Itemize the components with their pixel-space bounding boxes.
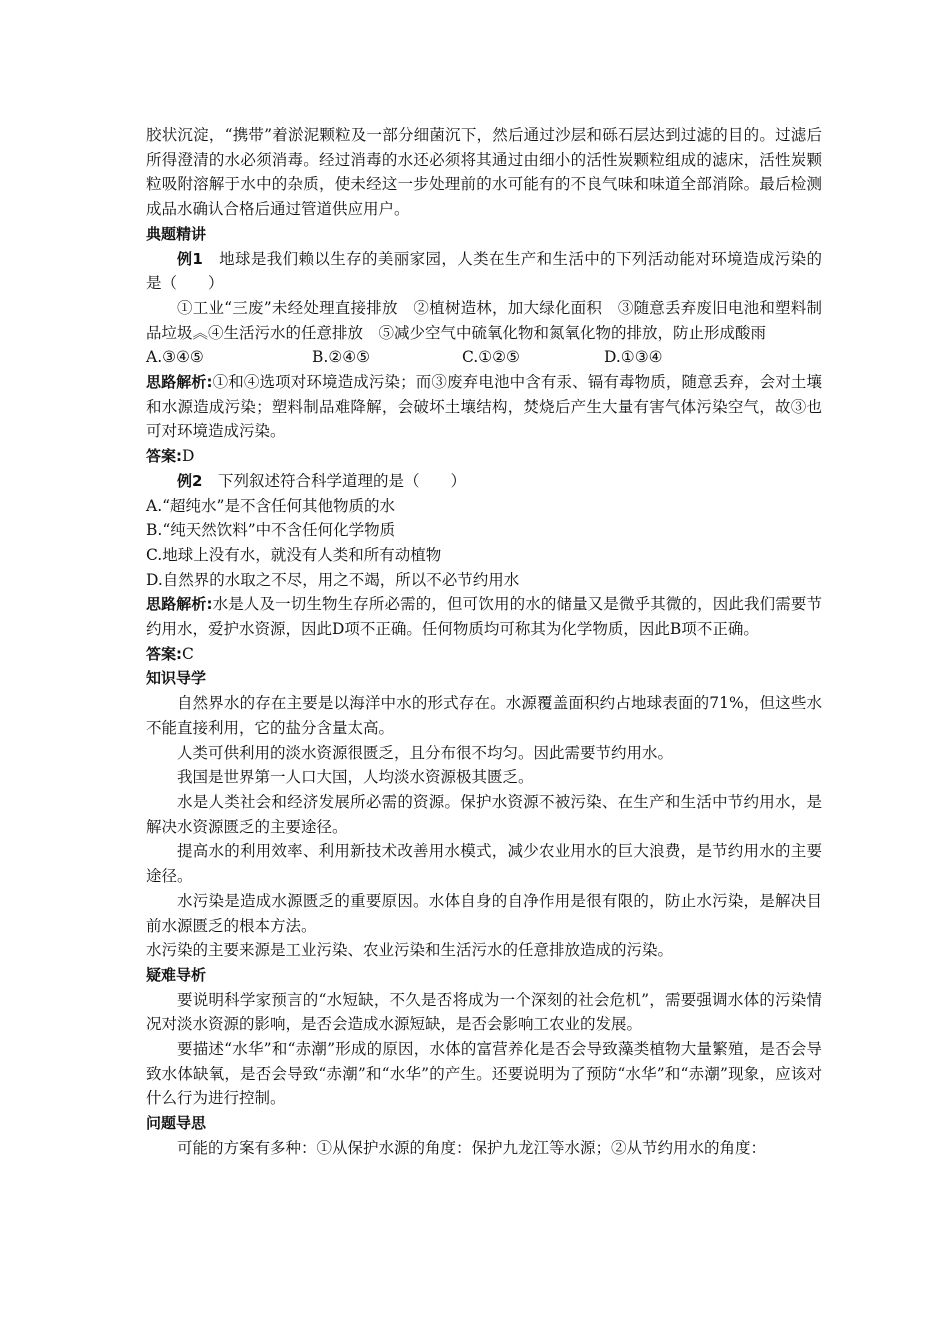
example1-label: 例1 [177, 249, 203, 268]
knowledge-paragraph-last: 水污染的主要来源是工业污染、农业污染和生活污水的任意排放造成的污染。 [146, 941, 674, 960]
example2-option-c: C.地球上没有水，就没有人类和所有动植物 [146, 545, 442, 564]
example1-options [146, 345, 822, 370]
answer-value: C [182, 644, 194, 663]
section-heading-wenti: 问题导思 [146, 1114, 207, 1133]
analysis-text: 水是人及一切生物生存所必需的，但可饮用的水的储量又是微乎其微的，因此我们需要节约用水，爱护水资源，因此D项不正确。任何物质均可称其为化学物质，因此B项不正确。 [146, 595, 822, 639]
knowledge-paragraph: 自然界水的存在主要是以海洋中水的形式存在。水源覆盖面积约占地球表面的71%，但这些水不能直接利用，它的盐分含量太高。 [146, 694, 822, 737]
section-heading-zhishi: 知识导学 [146, 669, 207, 688]
knowledge-paragraph: 水污染是造成水源匮乏的重要原因。水体自身的自净作用是很有限的，防止水污染，是解决目前水源匮乏的根本方法。 [146, 891, 822, 935]
example1-analysis [146, 370, 822, 444]
difficulty-paragraph: 要描述“水华”和“赤潮”形成的原因，水体的富营养化是否会导致藻类植物大量繁殖，是否会导致水体缺氧，是否会导致“赤潮”和“水华”的产生。还要说明为了预防“水华”和“赤潮”现象，应该对什么行为进行控制。 [146, 1040, 822, 1108]
answer-label: 答案: [146, 447, 182, 466]
example2-label: 例2 [177, 471, 203, 490]
section-heading-dianti: 典题精讲 [146, 224, 207, 243]
knowledge-paragraph: 提高水的利用效率、利用新技术改善用水模式，减少农业用水的巨大浪费，是节约用水的主要途径。 [146, 842, 822, 886]
example2-question [146, 469, 822, 494]
analysis-label: 思路解析: [146, 373, 213, 392]
answer-label: 答案: [146, 644, 182, 663]
analysis-text: ①和④选项对环境造成污染；而③废弃电池中含有汞、镉有毒物质，随意丢弃，会对土壤和水源造成污染；塑料制品难降解，会破坏土壤结构，焚烧后产生大量有害气体污染空气，故③也可对环境造成污染。 [146, 373, 822, 441]
question-paragraph: 可能的方案有多种：①从保护水源的角度：保护九龙江等水源；②从节约用水的角度： [177, 1138, 767, 1157]
option-d: D.①③④ [604, 348, 663, 367]
example2-option-a: A.“超纯水”是不含任何其他物质的水 [146, 496, 395, 515]
example1-question [146, 247, 822, 296]
option-c: C.①②⑤ [462, 348, 520, 367]
difficulty-paragraph: 要说明科学家预言的“水短缺，不久是否将成为一个深刻的社会危机”，需要强调水体的污染情况对淡水资源的影响，是否会造成水源短缺，是否会影响工农业的发展。 [146, 990, 822, 1034]
intro-paragraph: 胶状沉淀，“携带”着淤泥颗粒及一部分细菌沉下，然后通过沙层和砾石层达到过滤的目的。过滤后所得澄清的水必须消毒。经过消毒的水还必须将其通过由细小的活性炭颗粒组成的滤床，活性炭颗粒吸附溶解于水中的杂质，使未经这一步处理前的水可能有的不良气味和味道全部消除。最后检测成品水确认合格后通过管道供应用户。 [146, 126, 822, 219]
option-a: A.③④⑤ [146, 348, 204, 367]
example1-question-text: 地球是我们赖以生存的美丽家园，人类在生产和生活中的下列活动能对环境造成污染的是（ ） [146, 249, 823, 293]
answer-value: D [182, 447, 195, 466]
example2-option-b: B.“纯天然饮料”中不含任何化学物质 [146, 521, 396, 540]
option-b: B.②④⑤ [312, 348, 371, 367]
example2-option-d: D.自然界的水取之不尽，用之不竭，所以不必节约用水 [146, 570, 520, 589]
analysis-label: 思路解析: [146, 595, 213, 614]
example1-answer [146, 444, 822, 469]
section-heading-yinan: 疑难导析 [146, 965, 207, 984]
knowledge-paragraph: 人类可供利用的淡水资源很匮乏，且分布很不均匀。因此需要节约用水。 [177, 743, 674, 762]
knowledge-paragraph: 水是人类社会和经济发展所必需的资源。保护水资源不被污染、在生产和生活中节约用水，是解决水资源匮乏的主要途径。 [146, 792, 822, 836]
example1-statements: ①工业“三废”未经处理直接排放 ②植树造林，加大绿化面积 ③随意丢弃废旧电池和塑料制品垃圾︽④生活污水的任意排放 ⑤减少空气中硫氧化物和氮氧化物的排放，防止形成酸雨 [146, 298, 822, 342]
example2-analysis [146, 592, 822, 641]
document-page [146, 123, 822, 1161]
example2-answer [146, 642, 822, 667]
example2-question-text: 下列叙述符合科学道理的是（ ） [217, 471, 466, 490]
knowledge-paragraph: 我国是世界第一人口大国，人均淡水资源极其匮乏。 [177, 768, 534, 787]
